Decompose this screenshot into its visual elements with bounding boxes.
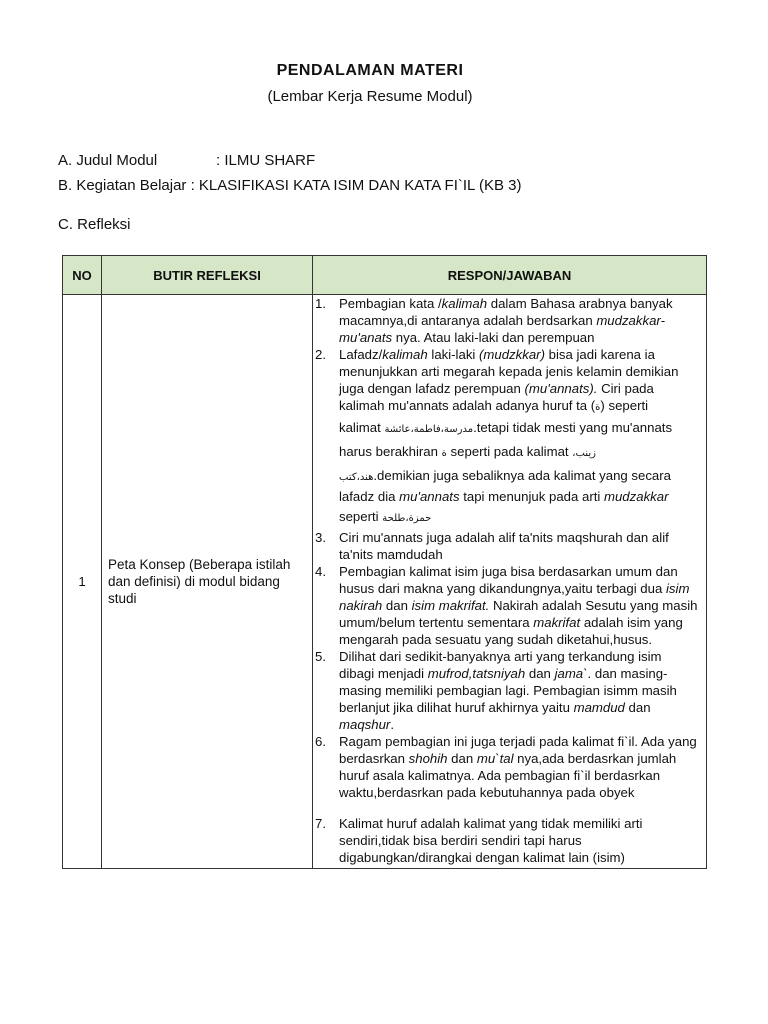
item-number: 7.	[315, 816, 326, 831]
learning-activity-value: : KLASIFIKASI KATA ISIM DAN KATA FI`IL (KB 3)	[190, 177, 522, 194]
response-list	[315, 295, 700, 866]
module-title-row	[58, 152, 315, 169]
row-number: 1	[63, 295, 102, 869]
row-butir: Peta Konsep (Beberapa istilah dan definisi) di modul bidang studi	[102, 295, 313, 869]
document-subtitle: (Lembar Kerja Resume Modul)	[267, 88, 473, 105]
row-response	[313, 295, 707, 869]
list-item: 4. Pembagian kalimat isim juga bisa berdasarkan umum dan husus dari makna yang dikandungnya,yaitu terbagi dua isim nakirah dan isim makrifat. Nakirah adalah Sesutu yang masih umum/belum tertentu sementara makrifat adalah isim yang mengarah pada sesuatu yang sudah diketahui,husus.	[315, 564, 698, 647]
item-number: 5.	[315, 649, 326, 664]
header-no: NO	[63, 256, 102, 295]
list-item: 5. Dilihat dari sedikit-banyaknya arti yang terkandung isim dibagi menjadi mufrod,tatsniyah dan jama`. dan masing-masing memiliki pembagian lagi. Pembagian isimm masih berlanjut jika dilihat huruf akhirnya yaitu mamdud dan maqshur.	[315, 649, 677, 732]
module-title-value: : ILMU SHARF	[216, 152, 316, 169]
module-title-label: A. Judul Modul	[58, 152, 158, 169]
list-item: 2. Lafadz/kalimah laki-laki (mudzkkar) bisa jadi karena ia menunjukkan arti megarah kepada jenis kelamin demikian juga dengan lafadz perempuan (mu'annats). Ciri pada kalimah mu'annats adalah adanya huruf ta (ة) seperti kalimat مدرسة،فاطمة،عائشة.tetapi tidak mesti yang mu'annats harus berakhiran ة seperti pada kalimat زينب، هند،كتب.demikian juga sebaliknya ada kalimat yang secara lafadz dia mu'annats tapi menunjuk pada arti mudzakkar seperti حمزة،طلحة	[315, 347, 679, 524]
list-item: 3. Ciri mu'annats juga adalah alif ta'nits maqshurah dan alif ta'nits mamdudah	[315, 530, 669, 562]
document-title: PENDALAMAN MATERI	[276, 62, 464, 79]
item-number: 2.	[315, 347, 326, 362]
learning-activity-row	[58, 177, 522, 194]
item-number: 6.	[315, 734, 326, 749]
header-respon: RESPON/JAWABAN	[313, 256, 707, 295]
item-number: 1.	[315, 296, 326, 311]
item-number: 4.	[315, 564, 326, 579]
header-butir: BUTIR REFLEKSI	[102, 256, 313, 295]
learning-activity-label: B. Kegiatan Belajar	[58, 177, 187, 194]
item-number: 3.	[315, 530, 326, 545]
list-item: 7. Kalimat huruf adalah kalimat yang tidak memiliki arti sendiri,tidak bisa berdiri sendiri tapi harus digabungkan/dirangkai dengan kalimat lain (isim)	[315, 816, 643, 865]
table-row	[63, 295, 707, 869]
list-item: 1. Pembagian kata /kalimah dalam Bahasa arabnya banyak macamnya,di antaranya adalah berdsarkan mudzakkar-mu'anats nya. Atau laki-laki dan perempuan	[315, 296, 673, 345]
list-item: 6. Ragam pembagian ini juga terjadi pada kalimat fi`il. Ada yang berdasrkan shohih dan mu`tal nya,ada berdasrkan jumlah huruf asala kalimatnya. Ada pembagian fi`il berdasrkan waktu,berdasrkan pada kebutuhannya pada obyek	[315, 734, 697, 800]
reflection-table	[62, 255, 707, 869]
reflection-heading: C. Refleksi	[58, 216, 131, 233]
table-header-row	[63, 256, 707, 295]
